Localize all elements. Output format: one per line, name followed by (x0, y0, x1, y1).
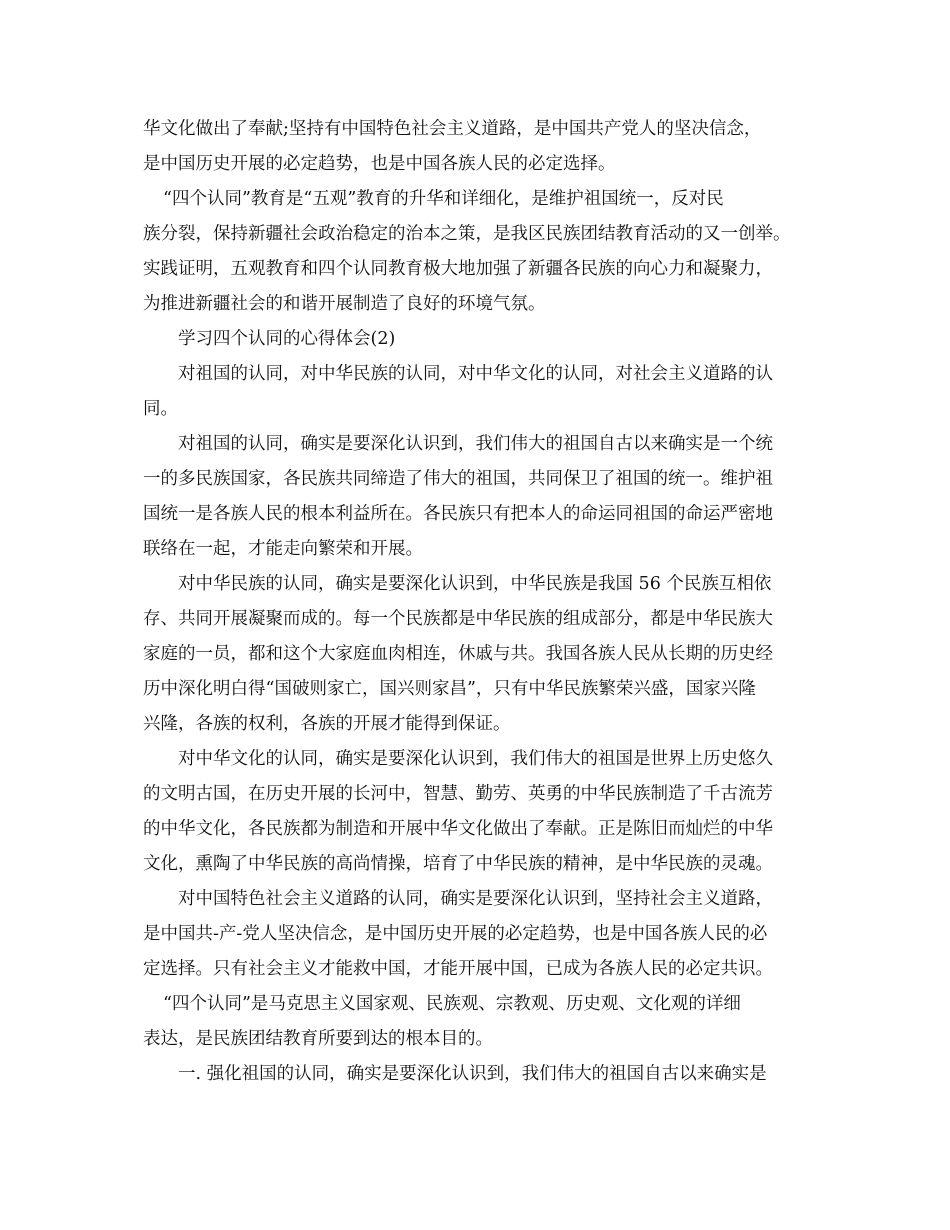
text-line: 的文明古国，在历史开展的长河中，智慧、勤劳、英勇的中华民族制造了千古流芳 (143, 784, 773, 804)
text-line: 对中国特色社会主义道路的认同，确实是要深化认识到，坚持社会主义道路， (178, 889, 773, 909)
text-line: 族分裂，保持新疆社会政治稳定的治本之策，是我区民族团结教育活动的又一创举。 (143, 224, 791, 244)
text-line: 兴隆，各族的权利，各族的开展才能得到保证。 (143, 714, 511, 734)
text-line: 实践证明，五观教育和四个认同教育极大地加强了新疆各民族的向心力和凝聚力， (143, 259, 773, 279)
text-line: “四个认同”教育是“五观”教育的升华和详细化，是维护祖国统一，反对民 (163, 189, 724, 209)
text-line: 对中华文化的认同，确实是要深化认识到，我们伟大的祖国是世界上历史悠久 (178, 749, 773, 769)
text-line: 家庭的一员，都和这个大家庭血肉相连，休戚与共。我国各族人民从长期的历史经 (143, 644, 773, 664)
text-line: 一. 强化祖国的认同，确实是要深化认识到，我们伟大的祖国自古以来确实是 (178, 1064, 767, 1084)
text-line: 对祖国的认同，确实是要深化认识到，我们伟大的祖国自古以来确实是一个统 (178, 434, 773, 454)
text-line: 历中深化明白得“国破则家亡，国兴则家昌”，只有中华民族繁荣兴盛，国家兴隆 (143, 679, 756, 699)
text-line: 的中华文化，各民族都为制造和开展中华文化做出了奉献。正是陈旧而灿烂的中华 (143, 819, 773, 839)
body-text (143, 112, 823, 1092)
text-line: 国统一是各族人民的根本利益所在。各民族只有把本人的命运同祖国的命运严密地 (143, 504, 773, 524)
text-line: 一的多民族国家，各民族共同缔造了伟大的祖国，共同保卫了祖国的统一。维护祖 (143, 469, 773, 489)
text-line: 是中国历史开展的必定趋势，也是中国各族人民的必定选择。 (143, 154, 616, 174)
text-line: 为推进新疆社会的和谐开展制造了良好的环境气氛。 (143, 294, 546, 314)
text-line: 联络在一起，才能走向繁荣和开展。 (143, 539, 423, 559)
text-line: 华文化做出了奉献;坚持有中国特色社会主义道路，是中国共产党人的坚决信念， (143, 119, 762, 139)
text-line: 表达，是民族团结教育所要到达的根本目的。 (143, 1029, 493, 1049)
text-line: 对祖国的认同，对中华民族的认同，对中华文化的认同，对社会主义道路的认 (178, 364, 773, 384)
section-heading: 学习四个认同的心得体会(2) (178, 329, 396, 349)
text-line: 文化，熏陶了中华民族的高尚情操，培育了中华民族的精神，是中华民族的灵魂。 (143, 854, 773, 874)
text-line: 存、共同开展凝聚而成的。每一个民族都是中华民族的组成部分，都是中华民族大 (143, 609, 773, 629)
text-line: 对中华民族的认同，确实是要深化认识到，中华民族是我国 56 个民族互相依 (178, 574, 772, 594)
text-line: 是中国共-产-党人坚决信念，是中国历史开展的必定趋势，也是中国各族人民的必 (143, 924, 768, 944)
text-line: 同。 (143, 399, 178, 419)
text-line: “四个认同”是马克思主义国家观、民族观、宗教观、历史观、文化观的详细 (163, 994, 741, 1014)
text-line: 定选择。只有社会主义才能救中国，才能开展中国，已成为各族人民的必定共识。 (143, 959, 773, 979)
